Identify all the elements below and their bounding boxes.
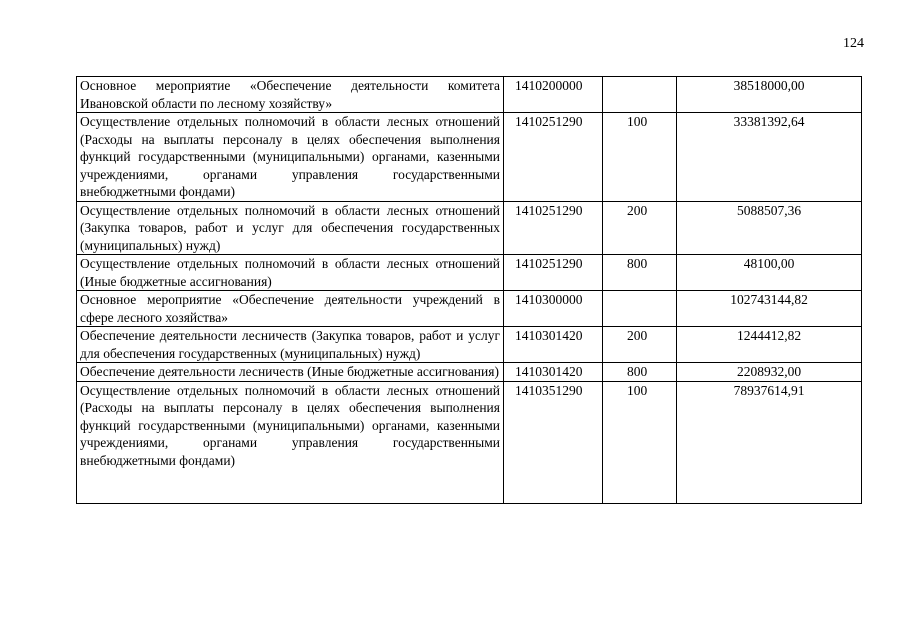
expense-type-cell: 800 [603, 363, 677, 382]
amount-cell: 78937614,91 [677, 381, 862, 503]
table-row [77, 113, 862, 202]
expense-name-cell: Основное мероприятие «Обеспечение деятельности комитета Ивановской области по лесному хозяйству» [77, 77, 504, 113]
amount-cell: 1244412,82 [677, 327, 862, 363]
expense-type-cell [603, 77, 677, 113]
table-row [77, 291, 862, 327]
target-code-cell: 1410300000 [504, 291, 603, 327]
target-code-cell: 1410301420 [504, 363, 603, 382]
expense-name-cell: Осуществление отдельных полномочий в области лесных отношений (Иные бюджетные ассигнования) [77, 255, 504, 291]
table-row [77, 255, 862, 291]
target-code-cell: 1410351290 [504, 381, 603, 503]
table-row [77, 77, 862, 113]
page-number: 124 [843, 36, 864, 51]
table-row [77, 201, 862, 255]
expense-type-cell: 200 [603, 201, 677, 255]
expense-type-cell [603, 291, 677, 327]
target-code-cell: 1410251290 [504, 255, 603, 291]
amount-cell: 5088507,36 [677, 201, 862, 255]
table-row [77, 327, 862, 363]
amount-cell: 2208932,00 [677, 363, 862, 382]
expense-type-cell: 100 [603, 381, 677, 503]
table-row [77, 363, 862, 382]
expense-name-cell: Осуществление отдельных полномочий в области лесных отношений (Расходы на выплаты персоналу в целях обеспечения выполнения функций государственными (муниципальными) органами, казенными учреждениями, органами управления государственными внебюджетными фондами) [77, 381, 504, 503]
expense-type-cell: 800 [603, 255, 677, 291]
expense-type-cell: 200 [603, 327, 677, 363]
expense-type-cell: 100 [603, 113, 677, 202]
amount-cell: 102743144,82 [677, 291, 862, 327]
target-code-cell: 1410251290 [504, 201, 603, 255]
target-code-cell: 1410251290 [504, 113, 603, 202]
expense-name-cell: Обеспечение деятельности лесничеств (Закупка товаров, работ и услуг для обеспечения государственных (муниципальных) нужд) [77, 327, 504, 363]
expense-name-cell: Основное мероприятие «Обеспечение деятельности учреждений в сфере лесного хозяйства» [77, 291, 504, 327]
expense-name-cell: Обеспечение деятельности лесничеств (Иные бюджетные ассигнования) [77, 363, 504, 382]
budget-table [76, 76, 862, 504]
table-row [77, 381, 862, 503]
amount-cell: 38518000,00 [677, 77, 862, 113]
target-code-cell: 1410301420 [504, 327, 603, 363]
expense-name-cell: Осуществление отдельных полномочий в области лесных отношений (Расходы на выплаты персоналу в целях обеспечения выполнения функций государственными (муниципальными) органами, казенными учреждениями, органами управления государственными внебюджетными фондами) [77, 113, 504, 202]
expense-name-cell: Осуществление отдельных полномочий в области лесных отношений (Закупка товаров, работ и услуг для обеспечения государственных (муниципальных) нужд) [77, 201, 504, 255]
target-code-cell: 1410200000 [504, 77, 603, 113]
amount-cell: 48100,00 [677, 255, 862, 291]
amount-cell: 33381392,64 [677, 113, 862, 202]
